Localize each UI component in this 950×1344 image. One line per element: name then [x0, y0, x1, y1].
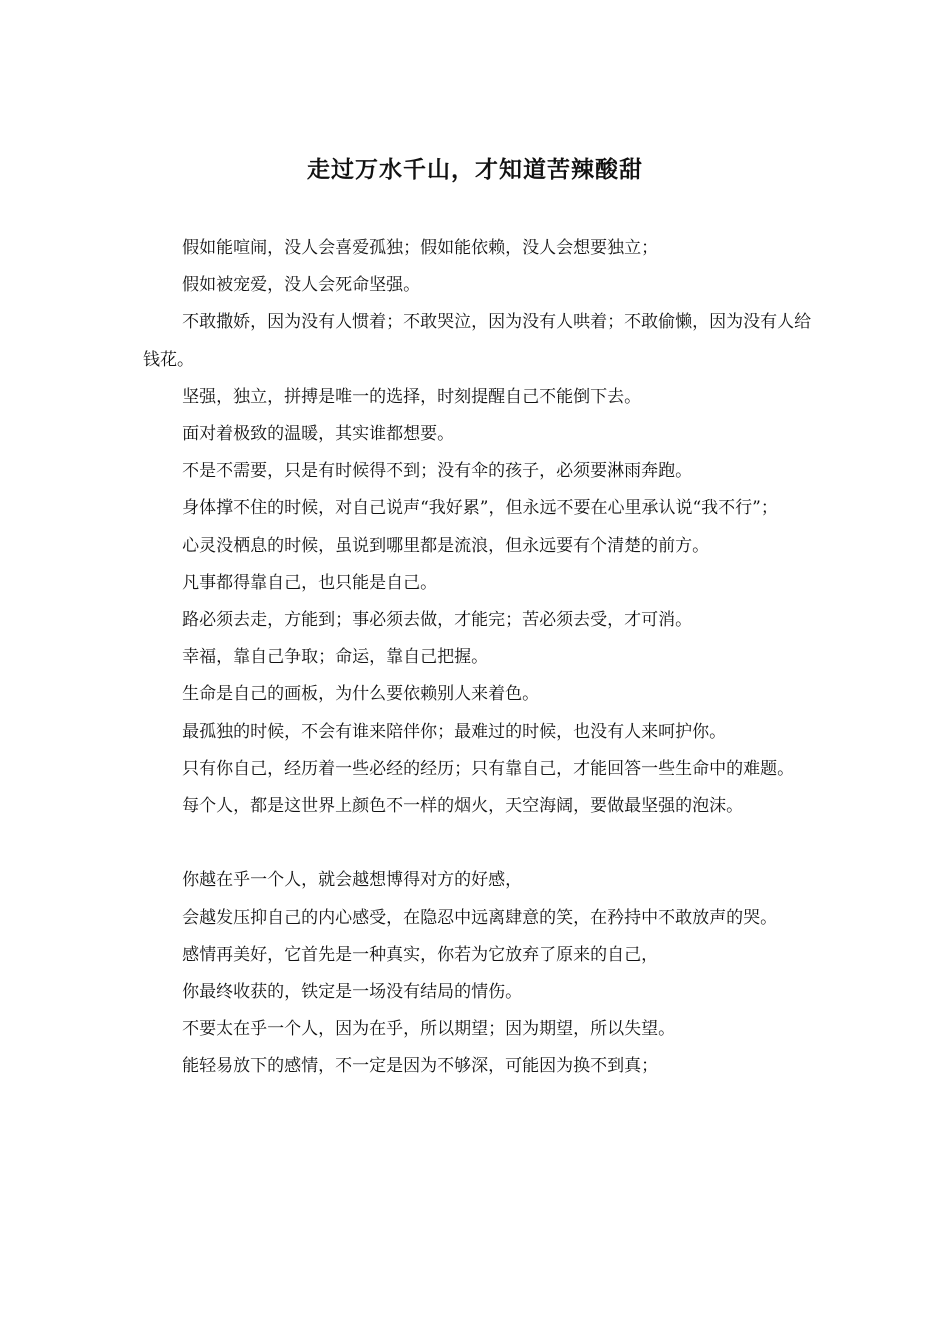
paragraph: 幸福，靠自己争取；命运，靠自己把握。 — [182, 647, 489, 668]
paragraph: 心灵没栖息的时候，虽说到哪里都是流浪，但永远要有个清楚的前方。 — [182, 535, 710, 556]
paragraph: 能轻易放下的感情，不一定是因为不够深，可能因为换不到真； — [182, 1056, 659, 1077]
paragraph: 最孤独的时候，不会有谁来陪伴你；最难过的时候，也没有人来呵护你。 — [182, 721, 727, 742]
paragraph: 假如能喧闹，没人会喜爱孤独；假如能依赖，没人会想要独立； — [182, 238, 659, 258]
paragraph: 每个人，都是这世界上颜色不一样的烟火，天空海阔，要做最坚强的泡沫。 — [182, 796, 744, 817]
paragraph: 坚强，独立，拼搏是唯一的选择，时刻提醒自己不能倒下去。 — [182, 386, 642, 407]
paragraph: 你越在乎一个人，就会越想博得对方的好感， — [182, 870, 523, 891]
paragraph: 感情再美好，它首先是一种真实，你若为它放弃了原来的自己， — [182, 944, 659, 965]
paragraph: 不要太在乎一个人，因为在乎，所以期望；因为期望，所以失望。 — [182, 1019, 676, 1040]
section-spacer — [143, 825, 813, 862]
paragraph: 不敢撒娇，因为没有人惯着；不敢哭泣，因为没有人哄着；不敢偷懒，因为没有人给钱花。 — [143, 312, 812, 370]
paragraph: 不是不需要，只是有时候得不到；没有伞的孩子，必须要淋雨奔跑。 — [182, 461, 693, 482]
document-title: 走过万水千山，才知道苦辣酸甜 — [307, 156, 643, 183]
paragraph: 只有你自己，经历着一些必经的经历；只有靠自己，才能回答一些生命中的难题。 — [182, 758, 795, 779]
paragraph: 凡事都得靠自己，也只能是自己。 — [182, 572, 438, 593]
paragraph: 面对着极致的温暖，其实谁都想要。 — [182, 424, 455, 445]
paragraph: 路必须去走，方能到；事必须去做，才能完；苦必须去受，才可消。 — [182, 610, 693, 631]
paragraph: 会越发压抑自己的内心感受，在隐忍中远离肆意的笑，在矜持中不敢放声的哭。 — [182, 907, 778, 928]
document-body — [143, 230, 813, 1086]
paragraph: 身体撑不住的时候，对自己说声“我好累”，但永远不要在心里承认说“我不行”； — [182, 498, 778, 519]
paragraph: 假如被宠爱，没人会死命坚强。 — [182, 275, 421, 296]
paragraph: 你最终收获的，铁定是一场没有结局的情伤。 — [182, 982, 523, 1003]
paragraph: 生命是自己的画板，为什么要依赖别人来着色。 — [182, 684, 540, 705]
